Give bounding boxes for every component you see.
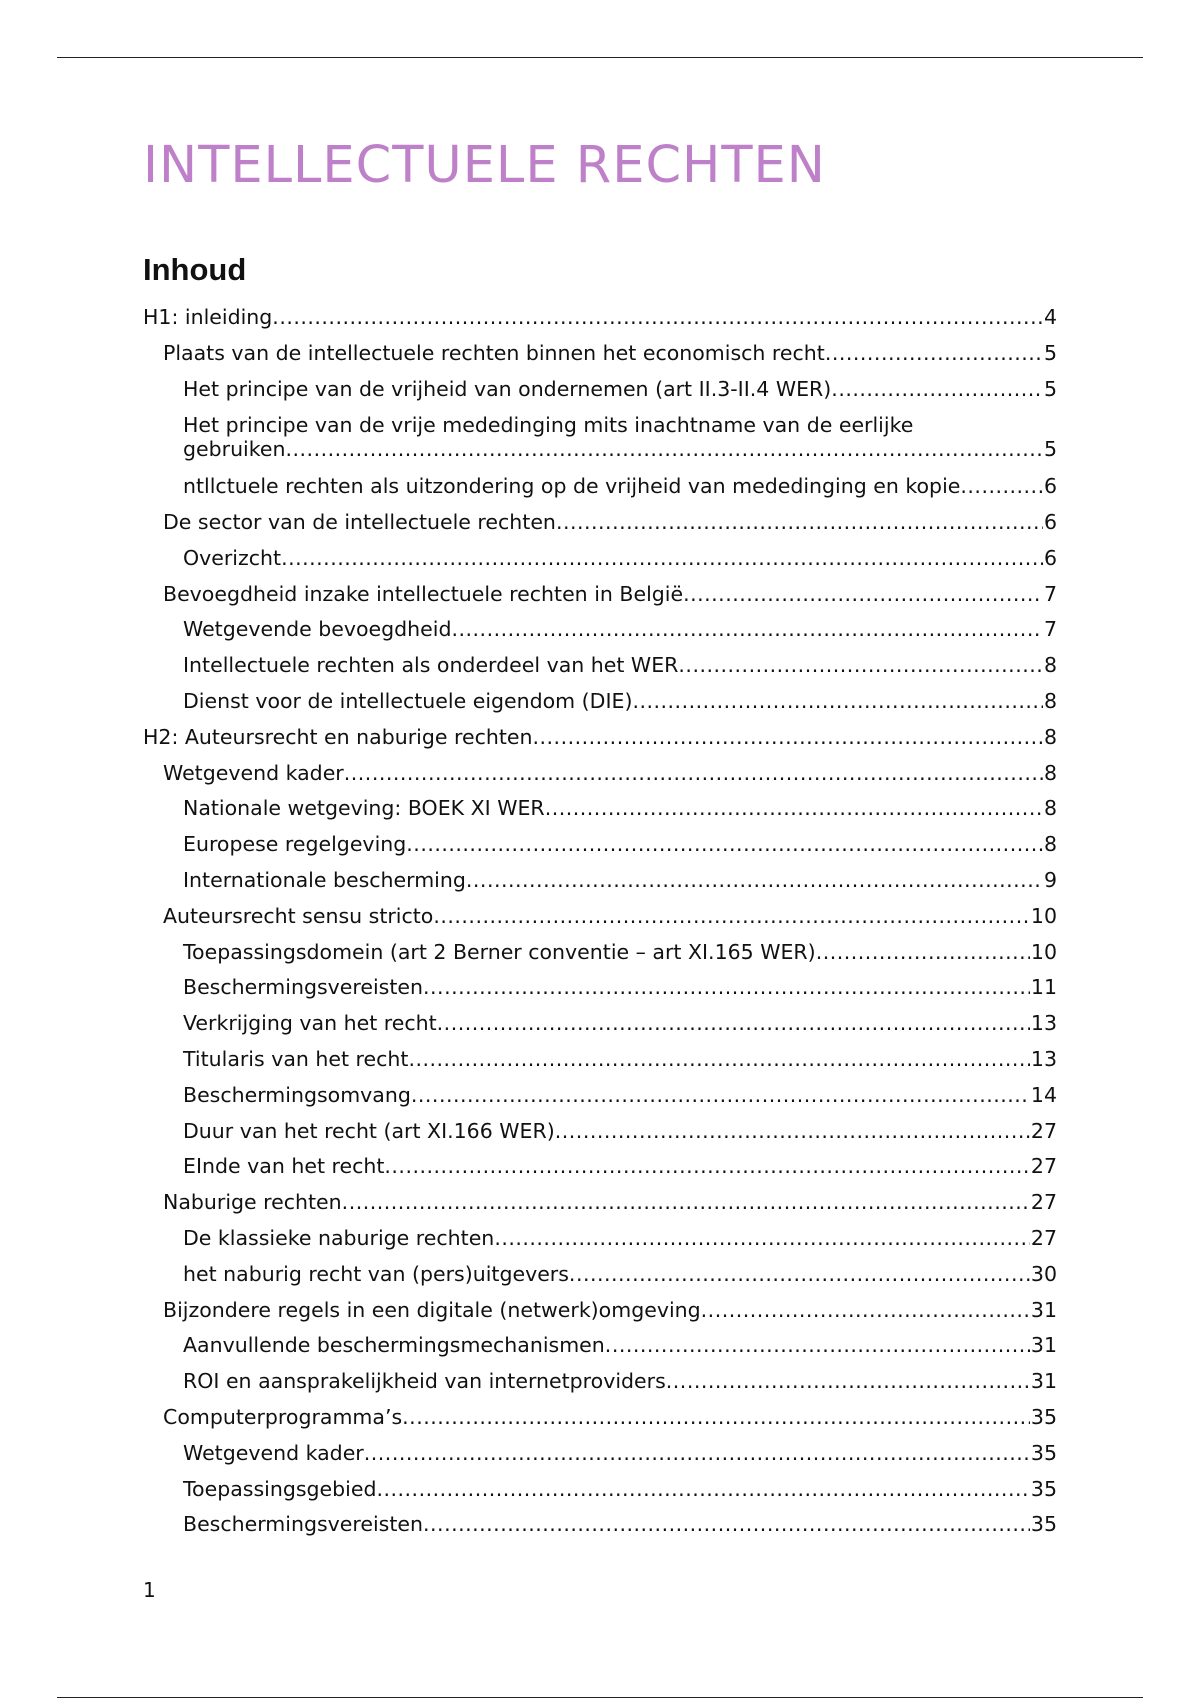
toc-entry-page: 13 [1030, 1011, 1057, 1035]
toc-dot-leader [545, 796, 1043, 820]
toc-dot-leader [683, 582, 1043, 606]
toc-dot-leader [678, 653, 1043, 677]
toc-entry-page: 8 [1043, 796, 1057, 820]
toc-entry-page: 5 [1043, 341, 1057, 365]
toc-entry-label: H1: inleiding [143, 305, 273, 329]
toc-dot-leader [406, 832, 1043, 856]
toc-dot-leader [666, 1369, 1030, 1393]
toc-entry[interactable] [183, 1119, 1057, 1143]
page-number: 1 [143, 1578, 156, 1602]
toc-dot-leader [433, 904, 1030, 928]
toc-entry[interactable] [183, 1154, 1057, 1178]
toc-dot-leader [701, 1298, 1030, 1322]
footer-rule [57, 1697, 1143, 1698]
toc-entry-page: 7 [1043, 582, 1057, 606]
toc-entry[interactable] [183, 653, 1057, 677]
toc-dot-leader [423, 975, 1030, 999]
toc-entry[interactable] [183, 546, 1057, 570]
toc-entry[interactable] [143, 305, 1057, 329]
toc-entry-label: De klassieke naburige rechten [183, 1226, 495, 1250]
toc-entry-label: Computerprogramma’s [163, 1405, 403, 1429]
toc-entry[interactable] [163, 1405, 1057, 1429]
toc-dot-leader [402, 1405, 1030, 1429]
toc-dot-leader [376, 1477, 1029, 1501]
toc-entry-label: ROI en aansprakelijkheid van internetproviders [183, 1369, 666, 1393]
toc-dot-leader [605, 1333, 1030, 1357]
toc-dot-leader [344, 761, 1043, 785]
toc-entry[interactable] [183, 796, 1057, 820]
toc-entry[interactable] [183, 1226, 1057, 1250]
toc-entry-page: 27 [1030, 1190, 1057, 1214]
toc-dot-leader [816, 940, 1030, 964]
toc-entry-label: Bijzondere regels in een digitale (netwerk)omgeving [163, 1298, 701, 1322]
toc-dot-leader [411, 1083, 1030, 1107]
toc-entry-label: Wetgevend kader [183, 1441, 364, 1465]
toc-entry[interactable] [163, 1298, 1057, 1322]
toc-entry-page: 35 [1030, 1512, 1057, 1536]
toc-entry[interactable] [183, 975, 1057, 999]
toc-entry[interactable] [183, 1262, 1057, 1286]
toc-entry[interactable] [183, 1083, 1057, 1107]
toc-entry-label: Duur van het recht (art XI.166 WER) [183, 1119, 555, 1143]
toc-entry-label: Auteursrecht sensu stricto [163, 904, 434, 928]
toc-entry-page: 6 [1043, 546, 1057, 570]
toc-entry[interactable] [183, 1477, 1057, 1501]
toc-entry-page: 5 [1043, 377, 1057, 401]
toc-dot-leader [533, 725, 1043, 749]
toc-entry-page: 27 [1030, 1154, 1057, 1178]
toc-entry-label: Overizcht [183, 546, 282, 570]
toc-entry[interactable] [143, 725, 1057, 749]
toc-entry-label-first-line: Het principe van de vrije mededinging mits inachtname van de eerlijke [183, 413, 914, 437]
toc-dot-leader [364, 1441, 1030, 1465]
toc-entry-page: 35 [1030, 1405, 1057, 1429]
toc-dot-leader [632, 689, 1043, 713]
toc-entry-page: 10 [1030, 940, 1057, 964]
toc-entry-label: Beschermingsvereisten [183, 1512, 424, 1536]
toc-entry[interactable] [183, 377, 1057, 401]
toc-entry-page: 27 [1030, 1119, 1057, 1143]
toc-entry[interactable] [183, 940, 1057, 964]
toc-entry-label: ntllctuele rechten als uitzondering op de vrijheid van mededinging en kopie [183, 474, 961, 498]
toc-entry[interactable] [183, 832, 1057, 856]
toc-dot-leader [281, 546, 1043, 570]
toc-entry-page: 8 [1043, 653, 1057, 677]
toc-dot-leader [555, 1119, 1030, 1143]
toc-entry-page: 8 [1043, 761, 1057, 785]
toc-entry-page: 31 [1030, 1298, 1057, 1322]
toc-entry-page: 6 [1043, 510, 1057, 534]
toc-entry[interactable] [163, 582, 1057, 606]
document-title: INTELLECTUELE RECHTEN [143, 136, 826, 195]
toc-entry-label: EInde van het recht [183, 1154, 385, 1178]
toc-entry[interactable] [183, 617, 1057, 641]
toc-entry-label: Intellectuele rechten als onderdeel van het WER [183, 653, 679, 677]
toc-entry-label: Titularis van het recht [183, 1047, 409, 1071]
toc-dot-leader [960, 474, 1043, 498]
toc-dot-leader [494, 1226, 1030, 1250]
toc-entry-label: Aanvullende beschermingsmechanismen [183, 1333, 605, 1357]
toc-entry-page: 11 [1030, 975, 1057, 999]
toc-entry-page: 4 [1043, 305, 1057, 329]
toc-dot-leader [286, 437, 1043, 461]
toc-entry-page: 30 [1030, 1262, 1057, 1286]
toc-entry-label: H2: Auteursrecht en naburige rechten [143, 725, 533, 749]
toc-entry[interactable] [183, 1512, 1057, 1536]
toc-entry-page: 7 [1043, 617, 1057, 641]
toc-entry-label: Dienst voor de intellectuele eigendom (DIE) [183, 689, 633, 713]
toc-dot-leader [831, 377, 1043, 401]
toc-entry-label: Wetgevende bevoegdheid [183, 617, 452, 641]
toc-heading: Inhoud [143, 252, 247, 287]
toc-dot-leader [556, 510, 1043, 534]
toc-dot-leader [451, 617, 1042, 641]
toc-entry-label: Verkrijging van het recht [183, 1011, 437, 1035]
toc-entry-label: Het principe van de vrijheid van ondernemen (art II.3-II.4 WER) [183, 377, 832, 401]
toc-entry-label: Wetgevend kader [163, 761, 344, 785]
toc-entry[interactable] [163, 904, 1057, 928]
toc-entry[interactable] [183, 474, 1057, 498]
toc-dot-leader [569, 1262, 1030, 1286]
toc-entry-label: De sector van de intellectuele rechten [163, 510, 556, 534]
toc-entry-page: 5 [1043, 437, 1057, 461]
toc-entry-label: Nationale wetgeving: BOEK XI WER [183, 796, 545, 820]
toc-dot-leader [272, 305, 1043, 329]
toc-dot-leader [466, 868, 1043, 892]
toc-entry[interactable] [183, 1369, 1057, 1393]
toc-entry[interactable] [183, 868, 1057, 892]
toc-entry-page: 8 [1043, 725, 1057, 749]
toc-entry[interactable] [163, 1190, 1057, 1214]
toc-entry-page: 8 [1043, 689, 1057, 713]
toc-entry[interactable] [163, 341, 1057, 365]
toc-dot-leader [408, 1047, 1029, 1071]
toc-entry-page: 13 [1030, 1047, 1057, 1071]
toc-entry[interactable] [163, 510, 1057, 534]
toc-entry-page: 8 [1043, 832, 1057, 856]
toc-entry-page: 9 [1043, 868, 1057, 892]
toc-entry[interactable] [183, 1333, 1057, 1357]
toc-entry[interactable] [183, 689, 1057, 713]
toc-dot-leader [342, 1190, 1030, 1214]
toc-entry[interactable] [163, 761, 1057, 785]
toc-entry-page: 31 [1030, 1369, 1057, 1393]
toc-entry-page: 31 [1030, 1333, 1057, 1357]
toc-dot-leader [384, 1154, 1030, 1178]
toc-entry-label: Beschermingsvereisten [183, 975, 424, 999]
toc-entry-label: Naburige rechten [163, 1190, 342, 1214]
toc-entry-label: het naburig recht van (pers)uitgevers [183, 1262, 569, 1286]
toc-dot-leader [437, 1011, 1030, 1035]
header-rule [57, 57, 1143, 58]
toc-entry-label: Bevoegdheid inzake intellectuele rechten in België [163, 582, 684, 606]
toc-entry[interactable] [183, 1011, 1057, 1035]
toc-entry[interactable] [183, 1441, 1057, 1465]
toc-entry-label: Internationale bescherming [183, 868, 466, 892]
toc-entry-label: gebruiken [183, 437, 286, 461]
toc-entry[interactable] [183, 413, 1057, 461]
toc-entry-page: 14 [1030, 1083, 1057, 1107]
toc-dot-leader [825, 341, 1043, 365]
toc-entry-page: 10 [1030, 904, 1057, 928]
toc-entry-label: Plaats van de intellectuele rechten binnen het economisch recht [163, 341, 825, 365]
toc-entry[interactable] [183, 1047, 1057, 1071]
toc-dot-leader [423, 1512, 1030, 1536]
toc-entry-label: Beschermingsomvang [183, 1083, 411, 1107]
toc-entry-label: Europese regelgeving [183, 832, 407, 856]
toc-entry-page: 27 [1030, 1226, 1057, 1250]
toc-entry-page: 6 [1043, 474, 1057, 498]
toc-entry-label: Toepassingsgebied [183, 1477, 377, 1501]
toc-entry-label: Toepassingsdomein (art 2 Berner conventie – art XI.165 WER) [183, 940, 816, 964]
toc-entry-page: 35 [1030, 1441, 1057, 1465]
toc-entry-page: 35 [1030, 1477, 1057, 1501]
